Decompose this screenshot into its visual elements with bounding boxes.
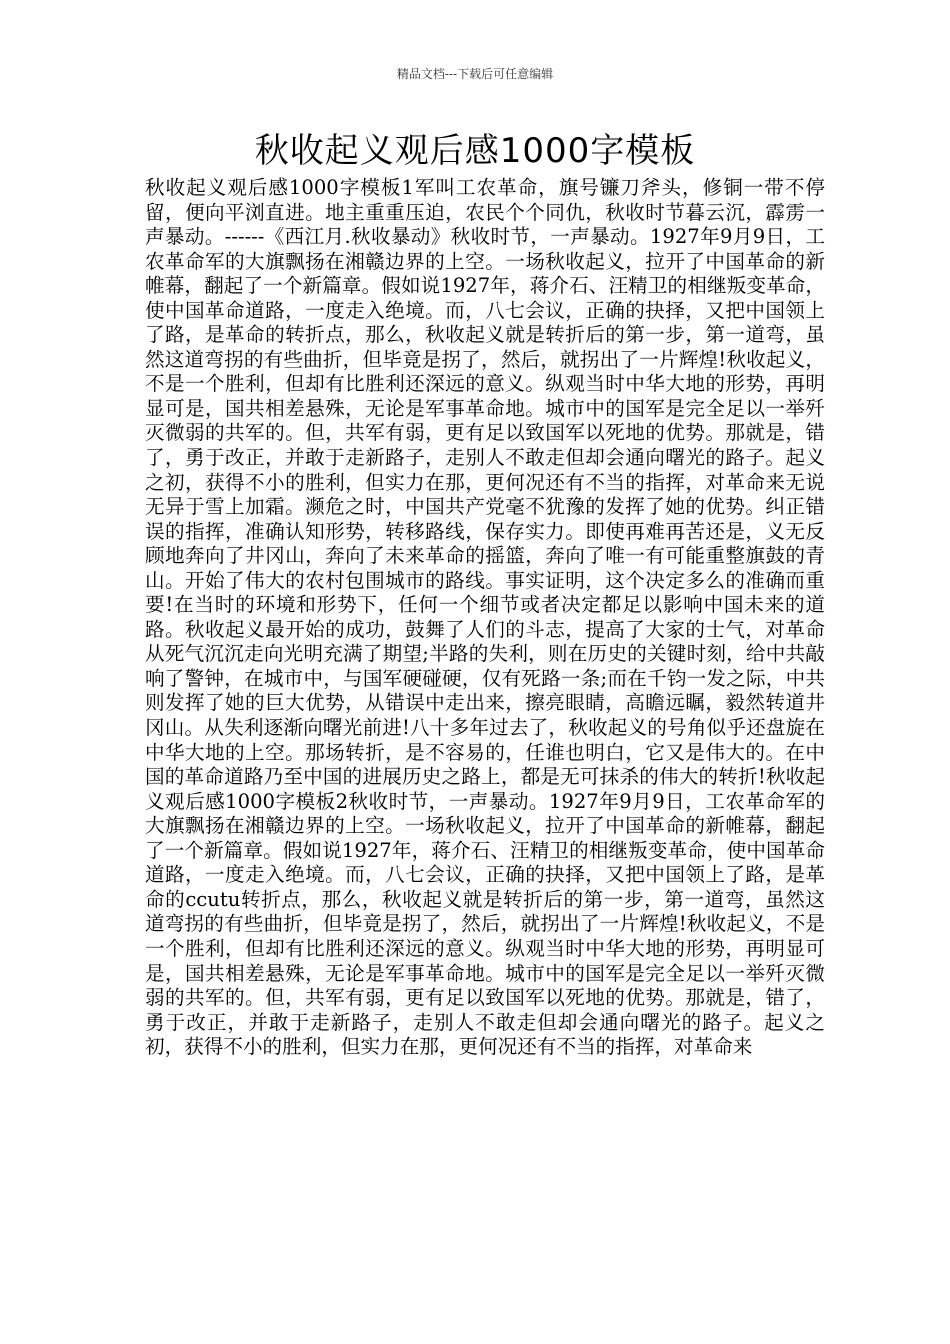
document-title: 秋收起义观后感1000字模板 <box>254 131 696 171</box>
page-header: 精品文档---下载后可任意编辑 <box>396 67 554 81</box>
document-body: 秋收起义观后感1000字模板1军叫工农革命，旗号镰刀斧头，修铜一带不停留，便向平浏直进。地主重重压迫，农民个个同仇，秋收时节暮云沉，霹雳一声暴动。------《西江月.秋收暴动》秋收时节，一声暴动。1927年9月9日，工农革命军的大旗飘扬在湘赣边界的上空。一场秋收起义，拉开了中国革命的新帷幕，翻起了一个新篇章。假如说1927年，蒋介石、汪精卫的相继叛变革命，使中国革命道路，一度走入绝境。而，八七会议，正确的抉择，又把中国领上了路，是革命的转折点，那么，秋收起义就是转折后的第一步，第一道弯，虽然这道弯拐的有些曲折，但毕竟是拐了，然后，就拐出了一片辉煌!秋收起义，不是一个胜利，但却有比胜利还深远的意义。纵观当时中华大地的形势，再明显可是，国共相差悬殊，无论是军事革命地。城市中的国军是完全足以一举歼灭微弱的共军的。但，共军有弱，更有足以致国军以死地的优势。那就是，错了，勇于改正，并敢于走新路子，走别人不敢走但却会通向曙光的路子。起义之初，获得不小的胜利，但实力在那，更何况还有不当的指挥，对革命来无说无异于雪上加霜。濒危之时，中国共产党毫不犹豫的发挥了她的优势。纠正错误的指挥，准确认知形势，转移路线，保存实力。即使再难再苦还是，义无反顾地奔向了井冈山，奔向了未来革命的摇篮，奔向了唯一有可能重整旗鼓的青山。开始了伟大的农村包围城市的路线。事实证明，这个决定多么的准确而重要!在当时的环境和形势下，任何一个细节或者决定都足以影响中国未来的道路。秋收起义最开始的成功，鼓舞了人们的斗志，提高了大家的士气，对革命从死气沉沉走向光明充满了期望;半路的失利，则在历史的关键时刻，给中共敲响了警钟，在城市中，与国军硬碰硬，仅有死路一条;而在千钧一发之际，中共则发挥了她的巨大优势，从错误中走出来，擦亮眼睛，高瞻远瞩，毅然转道井冈山。从失利逐渐向曙光前进!八十多年过去了，秋收起义的号角似乎还盘旋在中华大地的上空。那场转折，是不容易的，任谁也明白，它又是伟大的。在中国的革命道路乃至中国的进展历史之路上，都是无可抹杀的伟大的转折!秋收起义观后感1000字模板2秋收时节，一声暴动。1927年9月9日，工农革命军的大旗飘扬在湘赣边界的上空。一场秋收起义，拉开了中国革命的新帷幕，翻起了一个新篇章。假如说1927年，蒋介石、汪精卫的相继叛变革命，使中国革命道路，一度走入绝境。而，八七会议，正确的抉择，又把中国领上了路，是革命的ccutu转折点，那么，秋收起义就是转折后的第一步，第一道弯，虽然这道弯拐的有些曲折，但毕竟是拐了，然后，就拐出了一片辉煌!秋收起义，不是一个胜利，但却有比胜利还深远的意义。纵观当时中华大地的形势，再明显可是，国共相差悬殊，无论是军事革命地。城市中的国军是完全足以一举歼灭微弱的共军的。但，共军有弱，更有足以致国军以死地的优势。那就是，错了，勇于改正，并敢于走新路子，走别人不敢走但却会通向曙光的路子。起义之初，获得不小的胜利，但实力在那，更何况还有不当的指挥，对革命来 <box>145 176 825 1059</box>
